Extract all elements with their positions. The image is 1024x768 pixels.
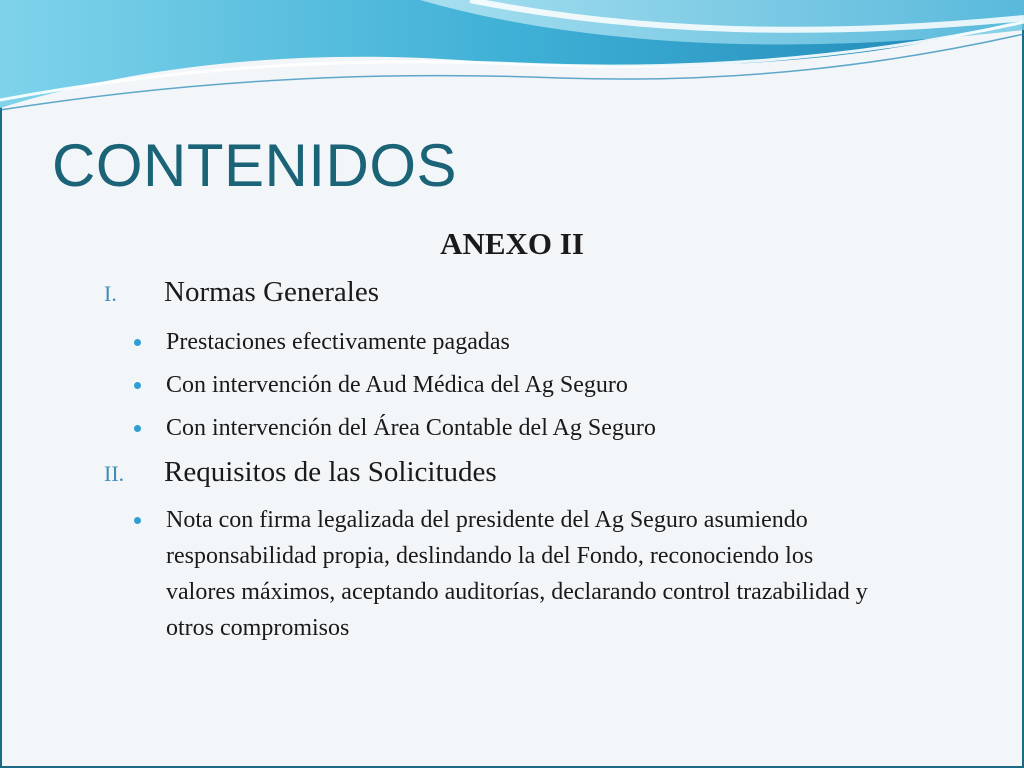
slide-title: CONTENIDOS: [52, 132, 458, 199]
bullet-list: [104, 502, 924, 646]
section-normas-generales: [104, 276, 924, 446]
bullet-icon: [104, 410, 166, 446]
list-item: [104, 502, 924, 646]
section-requisitos: [104, 456, 924, 646]
section-heading: [104, 456, 924, 498]
annex-subheading: ANEXO II: [440, 226, 584, 261]
header-wave-decoration: [0, 0, 1024, 120]
section-heading: [104, 276, 924, 318]
section-title: Requisitos de las Solicitudes: [164, 456, 497, 488]
bullet-icon: [104, 324, 166, 360]
section-title: Normas Generales: [164, 276, 379, 308]
bullet-text: Con intervención del Área Contable del Ag Seguro: [166, 415, 656, 441]
bullet-list: [104, 324, 924, 446]
list-item: [104, 410, 924, 446]
bullet-icon: [104, 367, 166, 403]
section-numeral: I.: [104, 281, 117, 306]
bullet-text: Nota con firma legalizada del presidente del Ag Seguro asumiendo responsabilidad propia, deslindando la del Fondo, reconociendo los valores máximos, aceptando auditorías, declarando control trazabilidad y otros compromisos: [166, 507, 868, 641]
bullet-text: Con intervención de Aud Médica del Ag Seguro: [166, 372, 628, 398]
list-item: [104, 324, 924, 360]
bullet-text: Prestaciones efectivamente pagadas: [166, 329, 510, 355]
section-numeral: II.: [104, 461, 125, 486]
list-item: [104, 367, 924, 403]
bullet-icon: [104, 502, 166, 538]
